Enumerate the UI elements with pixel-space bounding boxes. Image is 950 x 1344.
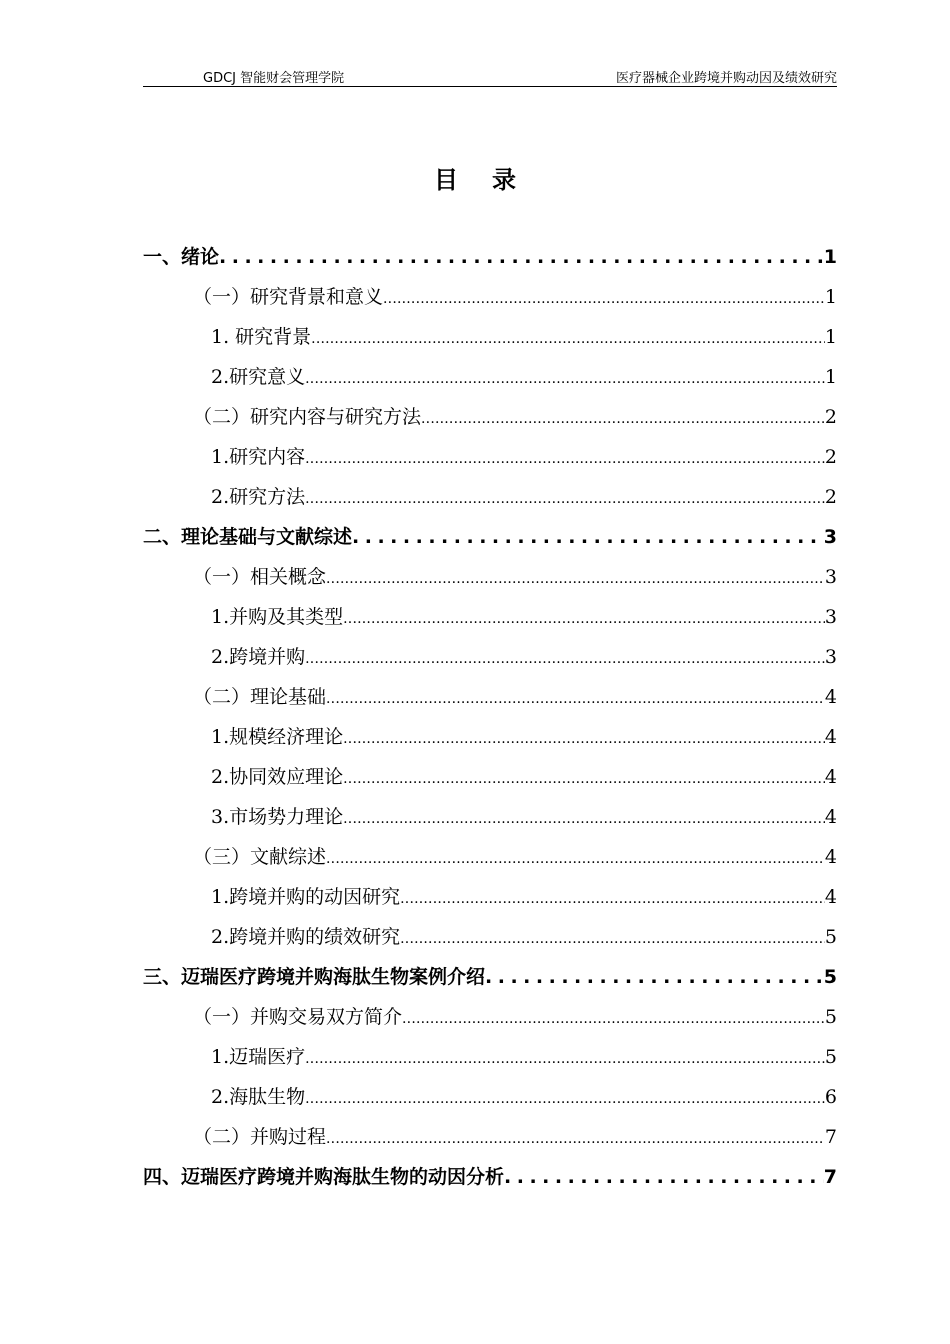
toc-leader-dots bbox=[305, 1079, 825, 1119]
toc-leader-dots bbox=[326, 1119, 825, 1159]
toc-leader-dots bbox=[343, 759, 825, 799]
toc-leader-dots bbox=[400, 879, 825, 919]
toc-entry-label: 1. 研究背景 bbox=[211, 326, 312, 348]
toc-page-number: 1 bbox=[824, 286, 837, 308]
toc-entry-level-2[interactable] bbox=[143, 837, 837, 877]
toc-leader-dots bbox=[311, 319, 825, 359]
toc-entry-label: 2.跨境并购 bbox=[211, 646, 306, 668]
toc-leader-dots bbox=[400, 919, 825, 959]
toc-entry-level-3[interactable] bbox=[143, 797, 837, 837]
toc-entry-level-3[interactable] bbox=[143, 357, 837, 397]
toc-entry-level-2[interactable] bbox=[143, 277, 837, 317]
toc-page-number: 4 bbox=[824, 846, 837, 868]
toc-page-number: 4 bbox=[824, 886, 837, 908]
toc-page-number: 1 bbox=[823, 246, 837, 268]
toc-entry-label: 四、迈瑞医疗跨境并购海肽生物的动因分析 bbox=[143, 1166, 505, 1188]
toc-entry-label: 3.市场势力理论 bbox=[211, 806, 344, 828]
toc-page-number: 1 bbox=[824, 366, 837, 388]
toc-entry-level-1[interactable] bbox=[143, 237, 837, 277]
toc-page-number: 4 bbox=[824, 726, 837, 748]
toc-page-number: 3 bbox=[824, 646, 837, 668]
toc-entry-level-2[interactable] bbox=[143, 1117, 837, 1157]
toc-entry-label: （三）文献综述 bbox=[193, 846, 327, 868]
toc-entry-level-3[interactable] bbox=[143, 477, 837, 517]
toc-entry-level-3[interactable] bbox=[143, 757, 837, 797]
toc-entry-level-2[interactable] bbox=[143, 397, 837, 437]
toc-entry-label: 2.研究意义 bbox=[211, 366, 306, 388]
toc-page-number: 5 bbox=[823, 966, 837, 988]
toc-leader-dots bbox=[326, 559, 825, 599]
toc-leader-dots bbox=[352, 517, 824, 557]
toc-entry-label: （一）相关概念 bbox=[193, 566, 327, 588]
toc-leader-dots bbox=[305, 439, 825, 479]
toc-leader-dots bbox=[402, 999, 825, 1039]
toc-entry-label: 2.协同效应理论 bbox=[211, 766, 344, 788]
toc-entry-label: 2.研究方法 bbox=[211, 486, 306, 508]
toc-entry-level-3[interactable] bbox=[143, 717, 837, 757]
toc-entry-level-3[interactable] bbox=[143, 597, 837, 637]
toc-entry-label: 1.迈瑞医疗 bbox=[211, 1046, 306, 1068]
toc-entry-level-1[interactable] bbox=[143, 1157, 837, 1197]
toc-entry-label: （一）研究背景和意义 bbox=[193, 286, 384, 308]
toc-leader-dots bbox=[421, 399, 825, 439]
toc-page-number: 5 bbox=[824, 926, 837, 948]
header-thesis-title: 医疗器械企业跨境并购动因及绩效研究 bbox=[615, 71, 837, 86]
toc-leader-dots bbox=[343, 719, 825, 759]
toc-leader-dots bbox=[305, 639, 825, 679]
toc-leader-dots bbox=[305, 359, 825, 399]
toc-entry-level-3[interactable] bbox=[143, 877, 837, 917]
toc-entry-label: 三、迈瑞医疗跨境并购海肽生物案例介绍 bbox=[143, 966, 486, 988]
page-header bbox=[143, 66, 837, 87]
toc-page-number: 1 bbox=[824, 326, 837, 348]
toc-entry-label: （二）并购过程 bbox=[193, 1126, 327, 1148]
toc-entry-level-2[interactable] bbox=[143, 677, 837, 717]
table-of-contents bbox=[143, 237, 837, 1197]
toc-entry-level-2[interactable] bbox=[143, 997, 837, 1037]
toc-entry-label: （一）并购交易双方简介 bbox=[193, 1006, 403, 1028]
toc-leader-dots bbox=[504, 1157, 824, 1197]
toc-page-number: 2 bbox=[824, 406, 837, 428]
toc-entry-label: 二、理论基础与文献综述 bbox=[143, 526, 353, 548]
toc-leader-dots bbox=[383, 279, 825, 319]
toc-entry-label: 一、绪论 bbox=[143, 246, 220, 268]
toc-entry-level-3[interactable] bbox=[143, 1077, 837, 1117]
toc-entry-label: 1.规模经济理论 bbox=[211, 726, 344, 748]
toc-entry-level-3[interactable] bbox=[143, 917, 837, 957]
toc-entry-level-1[interactable] bbox=[143, 517, 837, 557]
toc-page-number: 5 bbox=[824, 1006, 837, 1028]
toc-page-number: 4 bbox=[824, 806, 837, 828]
toc-leader-dots bbox=[326, 679, 825, 719]
toc-leader-dots bbox=[485, 957, 824, 997]
toc-leader-dots bbox=[326, 839, 825, 879]
toc-entry-label: （二）研究内容与研究方法 bbox=[193, 406, 422, 428]
toc-entry-label: 1.跨境并购的动因研究 bbox=[211, 886, 401, 908]
toc-entry-level-3[interactable] bbox=[143, 437, 837, 477]
toc-leader-dots bbox=[219, 237, 824, 277]
toc-page-number: 6 bbox=[824, 1086, 837, 1108]
toc-page-number: 2 bbox=[824, 446, 837, 468]
toc-entry-level-2[interactable] bbox=[143, 557, 837, 597]
toc-page-number: 3 bbox=[824, 606, 837, 628]
toc-entry-level-1[interactable] bbox=[143, 957, 837, 997]
toc-leader-dots bbox=[305, 1039, 825, 1079]
toc-leader-dots bbox=[305, 479, 825, 519]
toc-leader-dots bbox=[343, 799, 825, 839]
header-school: GDCJ 智能财会管理学院 bbox=[203, 71, 345, 86]
toc-page-number: 4 bbox=[824, 766, 837, 788]
toc-page-number: 3 bbox=[823, 526, 837, 548]
toc-entry-label: 2.跨境并购的绩效研究 bbox=[211, 926, 401, 948]
toc-title: 目录 bbox=[434, 166, 550, 194]
toc-page-number: 3 bbox=[824, 566, 837, 588]
toc-entry-level-3[interactable] bbox=[143, 1037, 837, 1077]
toc-entry-label: 2.海肽生物 bbox=[211, 1086, 306, 1108]
toc-entry-label: 1.研究内容 bbox=[211, 446, 306, 468]
toc-page-number: 2 bbox=[824, 486, 837, 508]
toc-page-number: 7 bbox=[823, 1166, 837, 1188]
toc-entry-level-3[interactable] bbox=[143, 317, 837, 357]
toc-entry-label: 1.并购及其类型 bbox=[211, 606, 344, 628]
toc-leader-dots bbox=[343, 599, 825, 639]
toc-entry-label: （二）理论基础 bbox=[193, 686, 327, 708]
toc-page-number: 7 bbox=[824, 1126, 837, 1148]
toc-entry-level-3[interactable] bbox=[143, 637, 837, 677]
toc-page-number: 4 bbox=[824, 686, 837, 708]
toc-page-number: 5 bbox=[824, 1046, 837, 1068]
